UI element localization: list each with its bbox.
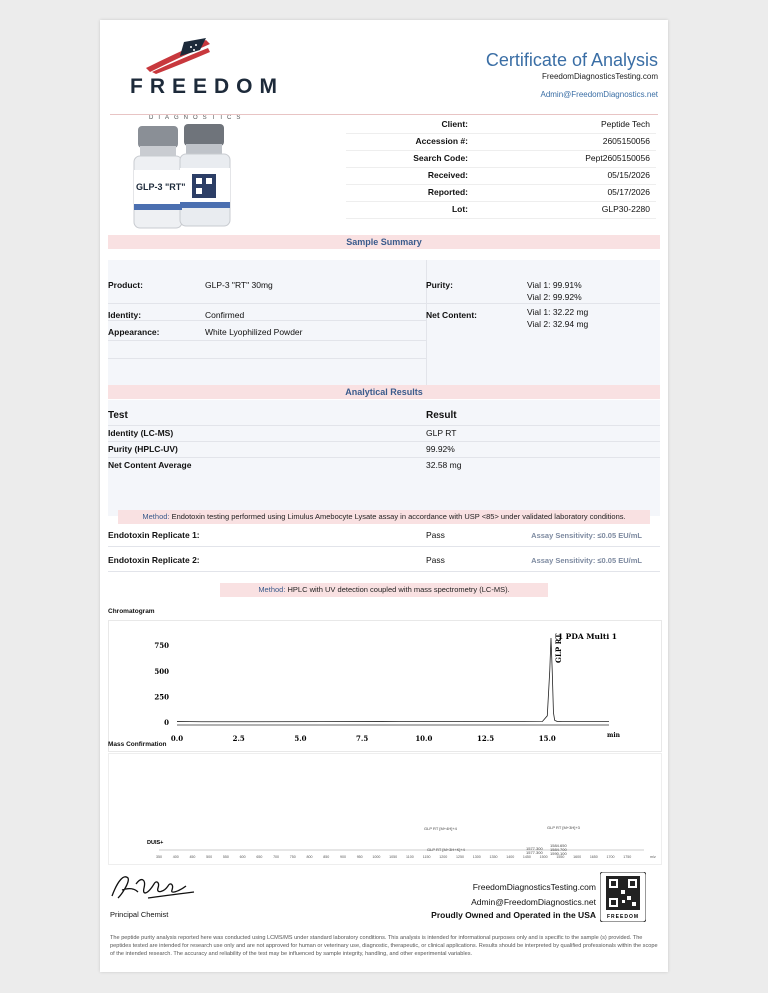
analytical-row: Net Content Average 32.58 mg	[108, 460, 462, 470]
appearance-label: Appearance:	[108, 327, 160, 337]
purity-vial-1: Vial 1: 99.91%	[527, 280, 582, 290]
footer-email[interactable]: Admin@FreedomDiagnostics.net	[471, 897, 596, 907]
info-row-client: Client: Peptide Tech	[346, 116, 656, 134]
qr-label: FREEDOM	[607, 914, 639, 920]
purity-label: Purity:	[426, 280, 453, 290]
endotoxin-row-1: Endotoxin Replicate 1: Pass Assay Sensitivity: ≤0.05 EU/mL	[108, 526, 660, 547]
info-row-reported: Reported: 05/17/2026	[346, 184, 656, 202]
y-tick-label: 750	[154, 641, 169, 651]
sample-summary-table	[108, 260, 660, 388]
col-result: Result	[426, 410, 457, 421]
x-tick-label: 1200	[439, 855, 448, 859]
x-tick-label: 1300	[472, 855, 481, 859]
x-tick-label: 1500	[539, 855, 548, 859]
document-title: Certificate of Analysis	[485, 50, 658, 70]
header-website[interactable]: FreedomDiagnosticsTesting.com	[541, 72, 658, 81]
y-tick-label: 250	[154, 692, 169, 702]
x-tick-label: 1750	[623, 855, 632, 859]
identity-label: Identity:	[108, 310, 142, 320]
net-content-vial-1: Vial 1: 32.22 mg	[527, 307, 589, 317]
net-content-label: Net Content:	[426, 310, 477, 320]
vial-photo	[132, 120, 242, 232]
peak-annotation: 1590.100	[550, 851, 567, 856]
peak-annotation: GLP RT [M+3H]+3	[547, 825, 580, 830]
hplc-method-note: Method: HPLC with UV detection coupled with mass spectrometry (LC-MS).	[220, 583, 548, 597]
x-tick-label: 1650	[589, 855, 598, 859]
x-tick-label: 750	[289, 855, 296, 859]
x-tick-label: 950	[356, 855, 363, 859]
endotoxin-method-note: Method: Endotoxin testing performed using Limulus Amebocyte Lysate assay in accordance with USP <85> under validated laboratory conditions.	[118, 510, 650, 524]
peak-label: GLP RT	[553, 633, 563, 663]
qr-code-icon	[600, 872, 646, 922]
x-tick-label: 1000	[372, 855, 381, 859]
x-tick-label: 400	[172, 855, 179, 859]
x-tick-label: 1250	[456, 855, 465, 859]
peak-annotation: 1577.300	[526, 846, 543, 851]
signer-title: Principal Chemist	[110, 910, 169, 919]
x-tick-label: 1400	[506, 855, 515, 859]
sample-summary-header: Sample Summary	[108, 235, 660, 249]
vial-label: GLP-3 "RT"	[136, 182, 186, 192]
x-tick-label: 800	[306, 855, 313, 859]
peak-annotation: GLP RT [M+4H]+4	[424, 826, 457, 831]
analytical-row: Identity (LC-MS) GLP RT	[108, 425, 660, 442]
x-tick-label: 5.0	[294, 734, 307, 743]
chromatogram-series-line	[177, 638, 609, 722]
identity-value: Confirmed	[205, 310, 245, 320]
flag-logo-icon	[144, 38, 214, 74]
analytical-results-header: Analytical Results	[108, 385, 660, 399]
info-row-accession: Accession #: 2605150056	[346, 133, 656, 151]
col-test: Test	[108, 410, 128, 421]
analytical-table-header	[108, 409, 660, 426]
info-row-search-code: Search Code: Pept2605150056	[346, 150, 656, 168]
x-tick-label: 500	[206, 855, 213, 859]
legend-label: 1 PDA Multi 1	[557, 632, 617, 641]
x-tick-label: 2.5	[232, 734, 245, 743]
x-tick-label: 7.5	[356, 734, 369, 743]
x-tick-label: 600	[239, 855, 246, 859]
x-tick-label: 1350	[489, 855, 498, 859]
signature-image	[108, 870, 198, 906]
detector-label: DUIS+	[147, 840, 164, 846]
net-content-vial-2: Vial 2: 32.94 mg	[527, 319, 589, 329]
certificate-page	[100, 20, 668, 972]
x-tick-label: 450	[189, 855, 196, 859]
info-row-lot: Lot: GLP30-2280	[346, 201, 656, 219]
x-tick-label: 10.0	[415, 734, 433, 743]
logo-subtitle: DIAGNOSTICS	[149, 115, 246, 121]
logo-wordmark: FREEDOM	[130, 75, 284, 98]
disclaimer-text: The peptide purity analysis reported here was conducted using LCMS/MS under standard laboratory conditions. This analysis is intended for informational purposes only and is specific to the sample (s) provided. The peptides tested are intended for research use only and are not approved for human or veterinary use, diagnostic, therapeutic, or clinical applications. Results should be interpreted by qualified professionals within the scope of the intended research. The accuracy and reliability of the test may be influenced by sample integrity, handling, and other experimental variables.	[110, 935, 658, 957]
x-tick-label: 650	[256, 855, 263, 859]
endotoxin-row-2: Endotoxin Replicate 2: Pass Assay Sensitivity: ≤0.05 EU/mL	[108, 551, 660, 572]
x-tick-label: 1100	[405, 855, 414, 859]
product-label: Product:	[108, 280, 143, 290]
mass-confirmation-title: Mass Confirmation	[108, 741, 167, 748]
chromatogram-chart	[108, 620, 662, 752]
x-tick-label: 900	[339, 855, 346, 859]
peak-annotation: 1577.300	[526, 850, 543, 855]
x-tick-label: 12.5	[477, 734, 495, 743]
y-tick-label: 0	[164, 717, 169, 727]
x-tick-label: 0.0	[170, 734, 184, 743]
header-divider	[110, 114, 658, 115]
chromatogram-title: Chromatogram	[108, 608, 155, 615]
mass-spectrum-chart	[108, 753, 662, 865]
x-tick-label: 1050	[389, 855, 398, 859]
x-tick-label: 700	[273, 855, 280, 859]
x-tick-label: 350	[156, 855, 162, 859]
analytical-row: Purity (HPLC-UV) 99.92%	[108, 441, 660, 458]
info-row-received: Received: 05/15/2026	[346, 167, 656, 185]
purity-vial-2: Vial 2: 99.92%	[527, 292, 582, 302]
peak-annotation: 1584.650	[550, 843, 567, 848]
x-tick-label: 850	[323, 855, 330, 859]
product-value: GLP-3 "RT" 30mg	[205, 280, 273, 290]
x-tick-label: 1450	[522, 855, 531, 859]
x-tick-label: 1700	[606, 855, 615, 859]
x-tick-label: 1600	[573, 855, 582, 859]
y-tick-label: 500	[154, 666, 169, 676]
footer-tagline: Proudly Owned and Operated in the USA	[431, 910, 596, 920]
x-tick-label: 1150	[422, 855, 431, 859]
appearance-value: White Lyophilized Powder	[205, 327, 303, 337]
x-tick-label: 15.0	[538, 734, 556, 743]
peak-annotation: 1584.700	[550, 847, 567, 852]
x-axis-unit: min	[607, 732, 620, 739]
x-tick-label: 1550	[556, 855, 565, 859]
header-email[interactable]: Admin@FreedomDiagnostics.net	[540, 90, 658, 99]
footer-website[interactable]: FreedomDiagnosticsTesting.com	[472, 882, 596, 892]
x-tick-label: 550	[222, 855, 229, 859]
peak-annotation: GLP RT [M+3H+K]+4	[427, 847, 465, 852]
x-axis-unit: m/z	[650, 855, 656, 859]
